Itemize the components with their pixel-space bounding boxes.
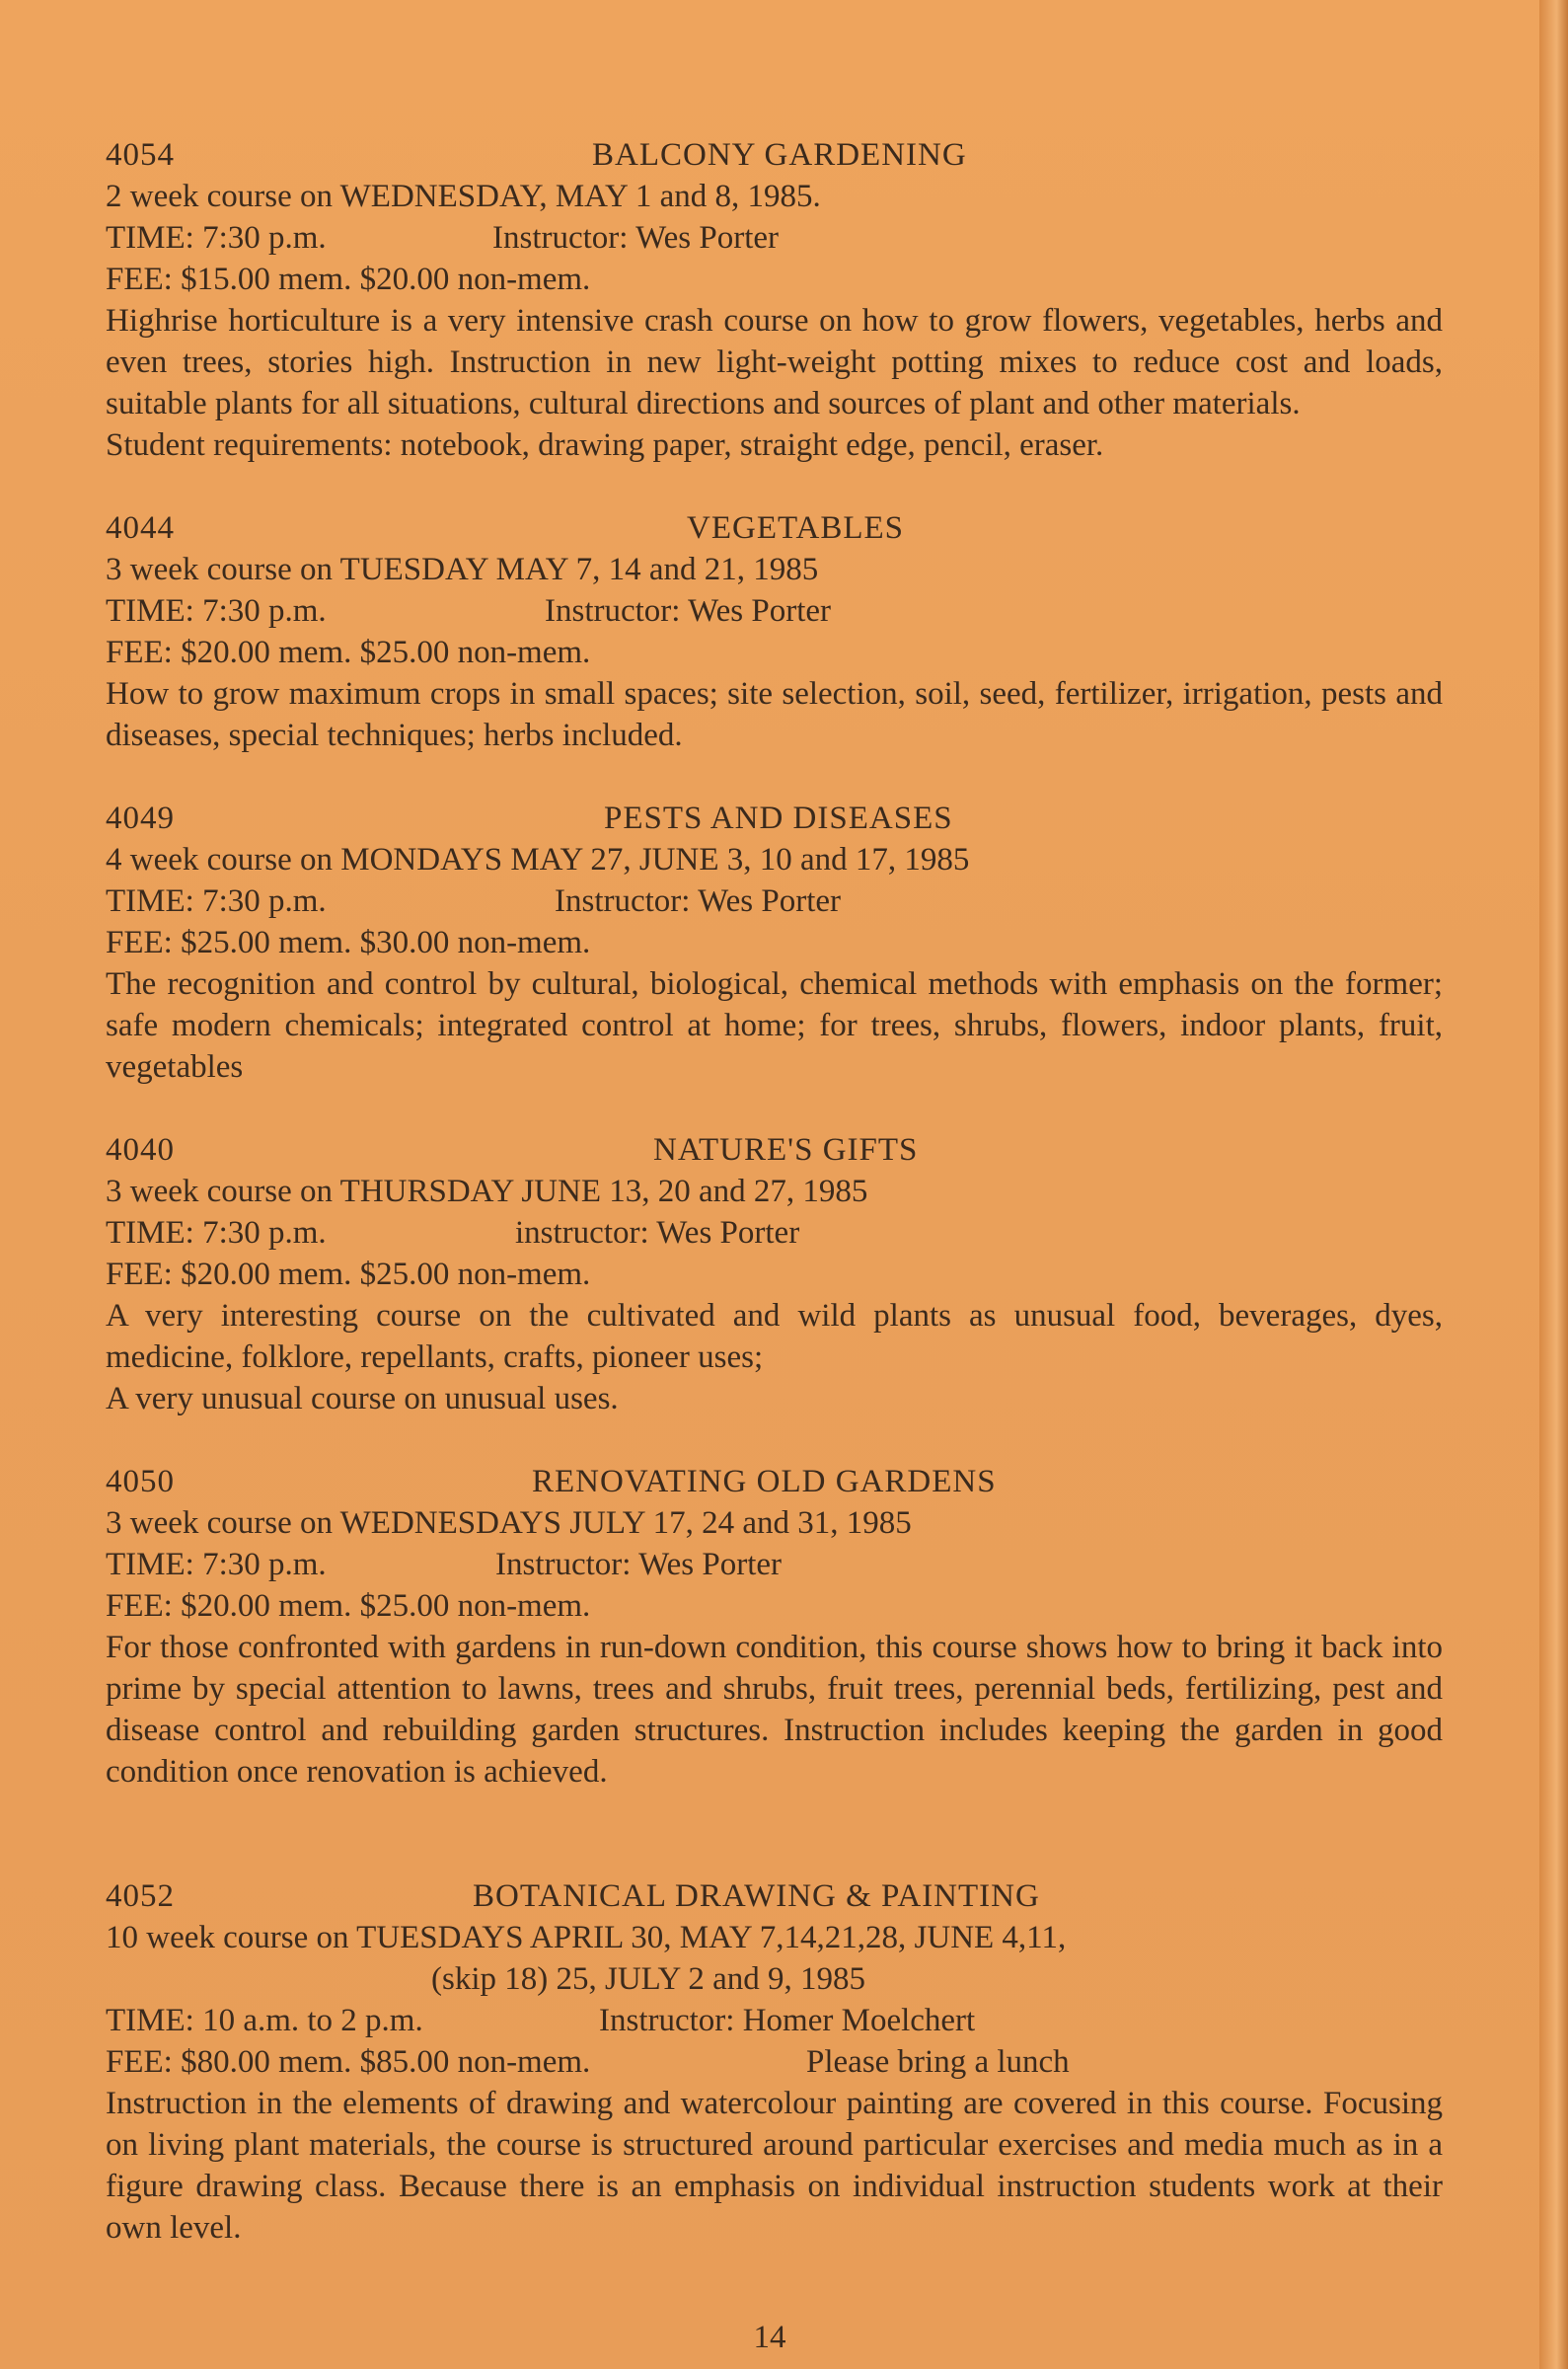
course-title: PESTS AND DISEASES bbox=[604, 801, 953, 836]
course-time-row bbox=[106, 1544, 1443, 1585]
course-schedule: 4 week course on MONDAYS MAY 27, JUNE 3, 10 and 17, 1985 bbox=[106, 842, 970, 878]
course-list bbox=[106, 134, 1443, 2249]
course-fee: FEE: $20.00 mem. $25.00 non-mem. bbox=[106, 635, 591, 670]
course-fee: FEE: $80.00 mem. $85.00 non-mem. bbox=[106, 2044, 591, 2080]
course-time-row bbox=[106, 590, 1443, 632]
course-description: Instruction in the elements of drawing and watercolour painting are covered in this course. Focusing on living plant materials, the course is structured around particular exercises and media much as in a figure drawing class. Because there is an emphasis on individual instruction students work at their own level. bbox=[106, 2086, 1443, 2246]
course-instructor: Instructor: Wes Porter bbox=[555, 883, 842, 919]
course-header bbox=[106, 1461, 1443, 1502]
course-time: TIME: 7:30 p.m. bbox=[106, 1215, 327, 1251]
course-instructor: Instructor: Wes Porter bbox=[495, 1547, 783, 1582]
course-title: VEGETABLES bbox=[687, 510, 905, 546]
course-requirements: Student requirements: notebook, drawing paper, straight edge, pencil, eraser. bbox=[106, 427, 1104, 463]
course-entry bbox=[106, 1461, 1443, 1793]
course-description: For those confronted with gardens in run-down condition, this course shows how to bring it back into prime by special attention to lawns, trees and shrubs, fruit trees, perennial beds, fertilizing, pest and disease control and rebuilding garden structures. Instruction includes keeping the garden in good condition once renovation is achieved. bbox=[106, 1630, 1443, 1790]
page-number: 14 bbox=[753, 2320, 786, 2355]
course-description: The recognition and control by cultural, biological, chemical methods with emphasis on the former; safe modern chemicals; integrated control at home; for trees, shrubs, flowers, indoor plants, fruit, vegetables bbox=[106, 966, 1443, 1085]
course-number: 4054 bbox=[106, 137, 175, 173]
course-description: How to grow maximum crops in small spaces; site selection, soil, seed, fertilizer, irrigation, pests and diseases, special techniques; herbs included. bbox=[106, 676, 1443, 753]
course-description: Highrise horticulture is a very intensive crash course on how to grow flowers, vegetables, herbs and even trees, stories high. Instruction in new light-weight potting mixes to reduce cost and loads, suitable plants for all situations, cultural directions and sources of plant and other materials. bbox=[106, 303, 1443, 421]
course-entry bbox=[106, 1875, 1443, 2249]
course-number: 4044 bbox=[106, 510, 175, 546]
course-header bbox=[106, 134, 1443, 176]
course-entry bbox=[106, 798, 1443, 1088]
course-schedule: 3 week course on TUESDAY MAY 7, 14 and 21, 1985 bbox=[106, 552, 819, 587]
course-fee-note: Please bring a lunch bbox=[806, 2044, 1070, 2080]
course-instructor: Instructor: Wes Porter bbox=[545, 593, 832, 629]
course-number: 4040 bbox=[106, 1132, 175, 1168]
course-description: A very interesting course on the cultivated and wild plants as unusual food, beverages, dyes, medicine, folklore, repellants, crafts, pioneer uses; bbox=[106, 1298, 1443, 1375]
course-fee: FEE: $20.00 mem. $25.00 non-mem. bbox=[106, 1588, 591, 1624]
course-time-row bbox=[106, 2000, 1443, 2041]
course-number: 4050 bbox=[106, 1464, 175, 1499]
course-schedule: 3 week course on WEDNESDAYS JULY 17, 24 and 31, 1985 bbox=[106, 1505, 912, 1541]
course-schedule-continued: (skip 18) 25, JULY 2 and 9, 1985 bbox=[431, 1961, 866, 1997]
course-fee: FEE: $15.00 mem. $20.00 non-mem. bbox=[106, 262, 591, 297]
course-note: A very unusual course on unusual uses. bbox=[106, 1381, 619, 1416]
course-time: TIME: 7:30 p.m. bbox=[106, 593, 327, 629]
course-header bbox=[106, 1875, 1443, 1917]
course-title: BALCONY GARDENING bbox=[592, 137, 967, 173]
course-title: NATURE'S GIFTS bbox=[653, 1132, 919, 1168]
course-header bbox=[106, 1129, 1443, 1171]
course-fee-row bbox=[106, 2041, 1443, 2083]
course-schedule: 2 week course on WEDNESDAY, MAY 1 and 8, 1985. bbox=[106, 179, 821, 214]
course-time-row bbox=[106, 1212, 1443, 1254]
course-fee: FEE: $20.00 mem. $25.00 non-mem. bbox=[106, 1257, 591, 1292]
course-number: 4052 bbox=[106, 1878, 175, 1914]
course-time-row bbox=[106, 880, 1443, 922]
course-title: BOTANICAL DRAWING & PAINTING bbox=[473, 1878, 1040, 1914]
course-header bbox=[106, 507, 1443, 549]
course-time-row bbox=[106, 217, 1443, 259]
course-schedule: 3 week course on THURSDAY JUNE 13, 20 and 27, 1985 bbox=[106, 1174, 868, 1209]
page-edge bbox=[1539, 0, 1568, 2369]
course-entry bbox=[106, 1129, 1443, 1419]
course-time: TIME: 7:30 p.m. bbox=[106, 1547, 327, 1582]
course-instructor: instructor: Wes Porter bbox=[515, 1215, 800, 1251]
course-time: TIME: 10 a.m. to 2 p.m. bbox=[106, 2003, 423, 2038]
course-fee: FEE: $25.00 mem. $30.00 non-mem. bbox=[106, 925, 591, 960]
course-entry bbox=[106, 134, 1443, 466]
course-instructor: Instructor: Wes Porter bbox=[492, 220, 780, 256]
course-schedule: 10 week course on TUESDAYS APRIL 30, MAY 7,14,21,28, JUNE 4,11, bbox=[106, 1920, 1067, 1955]
course-entry bbox=[106, 507, 1443, 756]
course-time: TIME: 7:30 p.m. bbox=[106, 220, 327, 256]
course-header bbox=[106, 798, 1443, 839]
course-title: RENOVATING OLD GARDENS bbox=[532, 1464, 997, 1499]
course-instructor: Instructor: Homer Moelchert bbox=[599, 2003, 976, 2038]
course-number: 4049 bbox=[106, 801, 175, 836]
course-time: TIME: 7:30 p.m. bbox=[106, 883, 327, 919]
